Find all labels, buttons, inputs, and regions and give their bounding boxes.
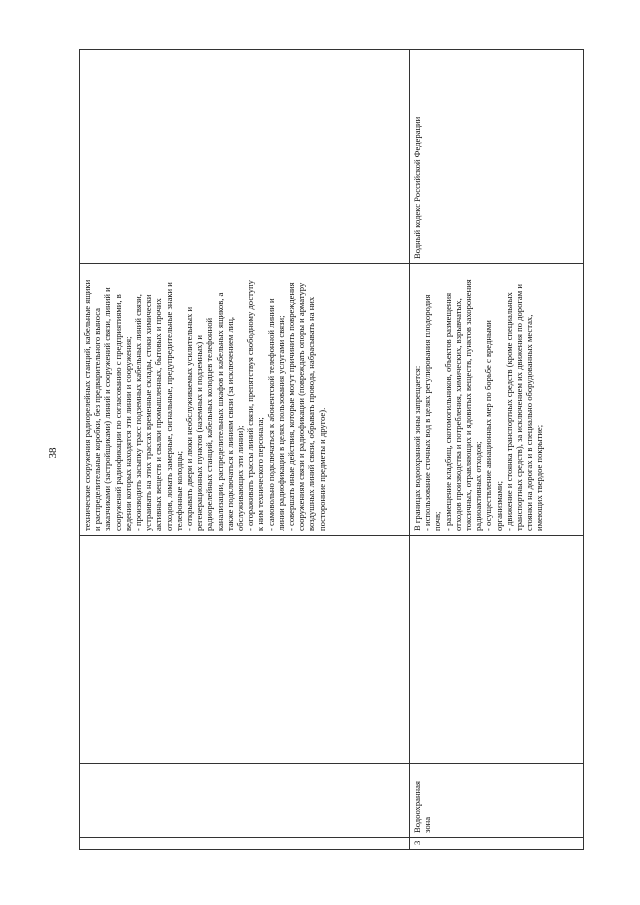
restriction-line: - производить засыпку трасс подземных кабельных линий связи, <box>133 294 144 531</box>
row-number-cell: 3 <box>410 838 584 850</box>
restriction-line: сооружений радиофикации по согласованию с предприятиями, в <box>112 294 123 531</box>
zones-table <box>79 49 584 850</box>
restriction-line: также подключаться к линиям связи (за исключением лиц, <box>224 316 235 531</box>
restriction-line: транспортных средств), за исключением их движения по дорогам и <box>514 284 525 531</box>
page-number: 38 <box>47 447 59 459</box>
zone-name-cell <box>80 764 410 838</box>
restriction-line: организмами; <box>493 480 504 531</box>
restriction-line: обслуживающих эти линии); <box>235 425 246 531</box>
restriction-line: имеющих твердое покрытие; <box>534 424 545 531</box>
law-reference-cell: Водный кодекс Российской Федерации <box>410 50 584 264</box>
restriction-line: к ним технического персонала; <box>255 417 266 531</box>
restriction-line: отходов, ломать замерные, сигнальные, предупредительные знаки и <box>163 282 174 531</box>
restriction-line: - движение и стоянка транспортных средств (кроме специальных <box>503 292 514 531</box>
restriction-line: линии радиофикации в целях пользования услугами связи; <box>275 315 286 531</box>
restriction-line: радиорелейных станций, кабельных колодцев телефонной <box>204 317 215 531</box>
restriction-line: радиоактивных отходов; <box>473 441 484 531</box>
restriction-line: сооружениям связи и радиофикации (повреждать опоры и арматуру <box>296 282 307 531</box>
zone-name-cell: Водоохранная зона <box>410 764 584 838</box>
restriction-line: устраивать на этих трассах временные склады, стоки химически <box>143 294 154 531</box>
restriction-line: ведении которых находятся эти линии и сооружения; <box>122 336 133 531</box>
table-row <box>410 50 584 850</box>
restriction-line: - открывать двери и люки необслуживаемых усилительных и <box>184 306 195 531</box>
restriction-line: стоянки на дорогах и в специально оборудованных местах, <box>524 314 535 531</box>
restriction-line: - осуществление авиационных мер по борьбе с вредными <box>483 320 494 531</box>
restriction-line: регенерационных пунктов (наземных и подземных) и <box>194 334 205 531</box>
restriction-line: заказчиками (застройщиками) линий и сооружений связи, линий и <box>102 287 113 531</box>
table-row <box>80 50 410 850</box>
restriction-line: технические сооружения радиорелейных станций, кабельные ящики <box>82 279 92 531</box>
restriction-line: токсичных, отравляющих и ядовитых веществ, пунктов захоронения <box>463 279 474 531</box>
rotated-table-wrapper <box>79 50 583 850</box>
restriction-line: посторонние предметы и другое). <box>316 407 327 531</box>
law-reference-cell <box>80 50 410 264</box>
restriction-line: - огораживать трассы линий связи, препятствуя свободному доступу <box>245 280 256 531</box>
empty-cell <box>80 536 410 764</box>
restriction-line: воздушных линий связи, обрывать провода, набрасывать на них <box>306 296 317 531</box>
restriction-line: телефонные колодцы; <box>173 451 184 531</box>
restrictions-cell <box>80 264 410 536</box>
restriction-line: - использование сточных вод в целях регулирования плодородия <box>422 294 433 531</box>
restriction-line: отходов производства и потребления, химических, взрывчатых, <box>452 298 463 531</box>
restriction-line: - совершать иные действия, которые могут причинить повреждения <box>286 282 297 531</box>
empty-cell <box>410 536 584 764</box>
restriction-line: канализации, распределительных шкафов и кабельных ящиков, а <box>214 292 225 531</box>
restrictions-cell <box>410 264 584 536</box>
restriction-line: - размещение кладбищ, скотомогильников, объектов размещения <box>442 292 453 531</box>
restriction-line: и распределительные коробки, без предварительного выноса <box>92 308 103 531</box>
restriction-line: активных веществ и свалки промышленных, бытовых и прочих <box>153 298 164 531</box>
restriction-line: - самовольно подключаться к абонентской телефонной линии и <box>265 298 276 531</box>
restriction-line: почв; <box>432 511 443 531</box>
restrictions-heading: В границах водоохранной зоны запрещается: <box>412 365 422 531</box>
row-number-cell <box>80 838 410 850</box>
